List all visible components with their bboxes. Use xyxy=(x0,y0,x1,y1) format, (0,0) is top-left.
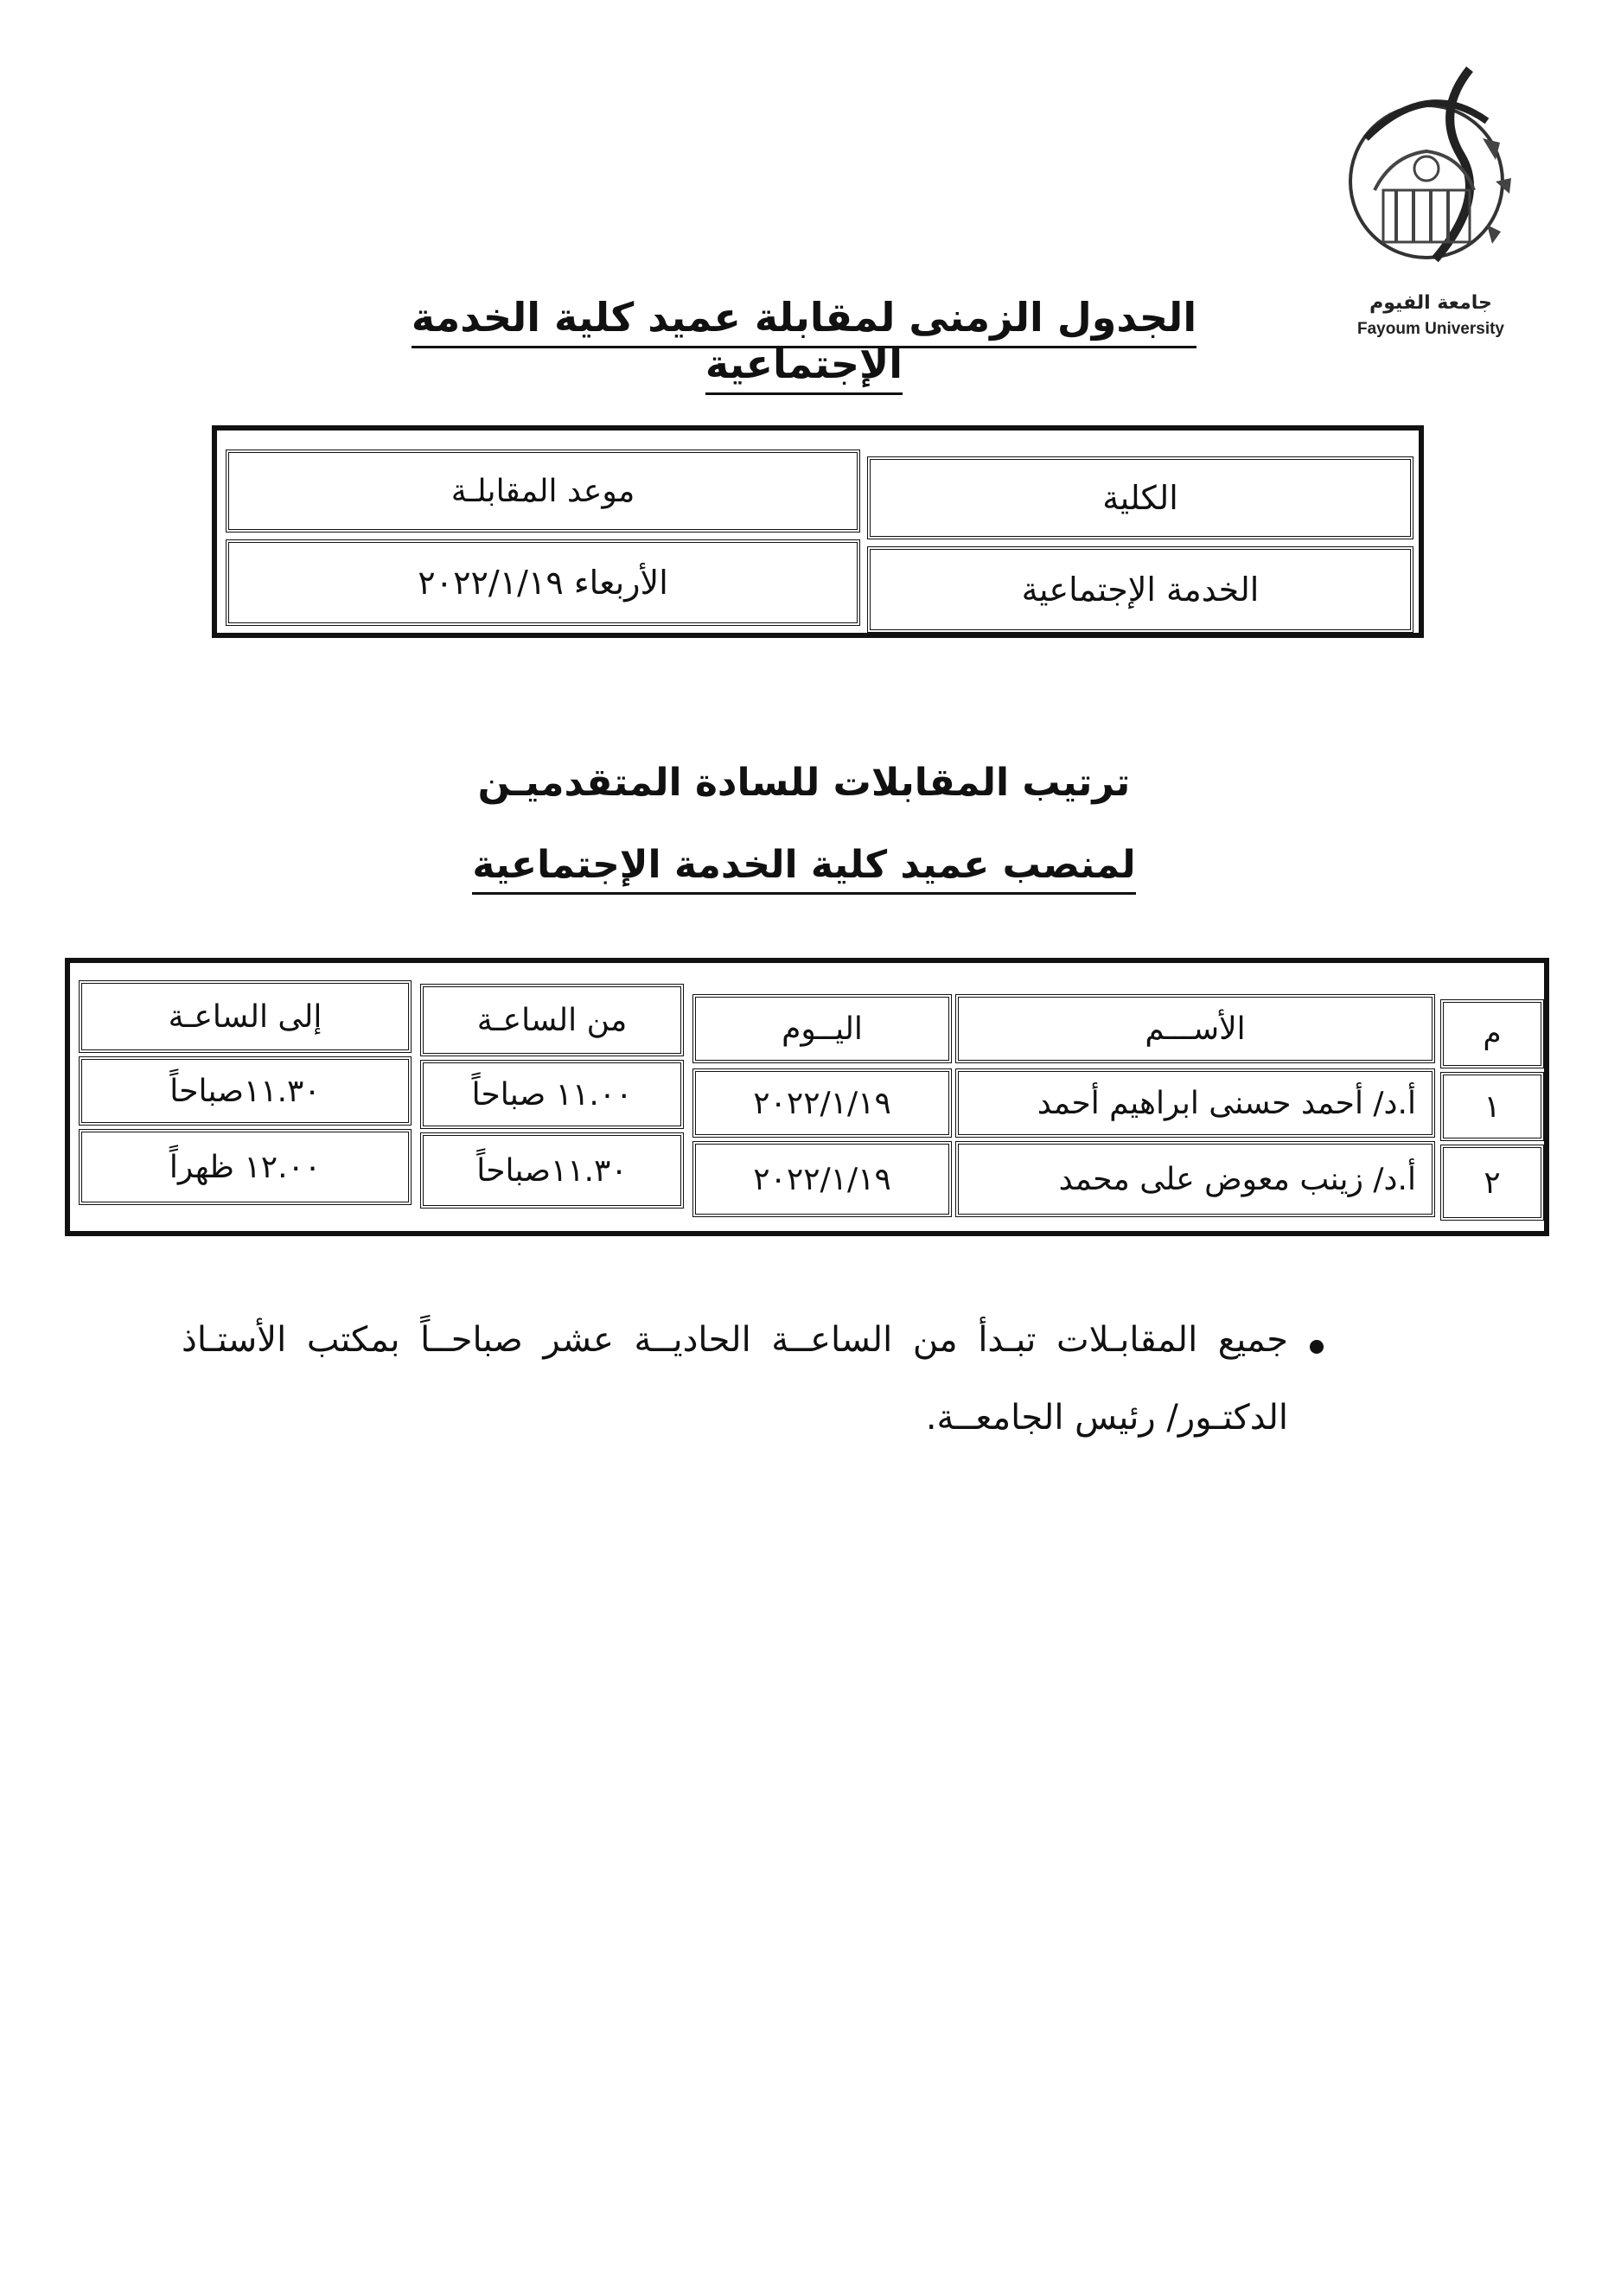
header-interview-date: موعد المقابلـة xyxy=(226,450,860,533)
candidates-table xyxy=(65,958,1549,1236)
row-1-from: ١١.٠٠ صباحاً xyxy=(420,1060,684,1129)
header-to: إلى الساعـة xyxy=(79,980,412,1053)
row-1-day: ٢٠٢٢/١/١٩ xyxy=(692,1068,952,1138)
university-logo xyxy=(1331,61,1530,338)
fayoum-university-emblem-icon xyxy=(1331,61,1530,294)
cell-faculty: الخدمة الإجتماعية xyxy=(867,546,1413,633)
header-name: الأســـم xyxy=(955,994,1435,1063)
logo-arabic-name: جامعة الفيوم xyxy=(1369,292,1492,314)
header-from: من الساعـة xyxy=(420,984,684,1056)
row-1-name: أ.د/ أحمد حسنى ابراهيم أحمد xyxy=(955,1068,1435,1138)
row-2-num: ٢ xyxy=(1440,1145,1544,1221)
main-title-text: الجدول الزمنى لمقابلة عميد كلية الخدمة الإجتماعية xyxy=(412,294,1196,395)
subtitle-line-1 xyxy=(432,761,1176,805)
schedule-table xyxy=(212,425,1424,638)
logo-english-name: Fayoum University xyxy=(1357,320,1504,338)
main-title xyxy=(346,294,1262,387)
subtitle-line-1-text: ترتيب المقابلات للسادة المتقدميـن xyxy=(477,761,1131,805)
subtitle-line-2-text: لمنصب عميد كلية الخدمة الإجتماعية xyxy=(472,843,1135,895)
row-2-to: ١٢.٠٠ ظهراً xyxy=(79,1129,412,1205)
note-paragraph: جميع المقابـلات تبـدأ من الساعــة الحاديــة عشر صباحــاً بمكتب الأستـاذ الدكتـور/ رئيس الجامعــة. xyxy=(182,1320,1288,1438)
header-day: اليــوم xyxy=(692,994,952,1063)
header-faculty: الكلية xyxy=(867,456,1413,539)
header-num: م xyxy=(1440,999,1544,1068)
row-2-name: أ.د/ زينب معوض على محمد xyxy=(955,1141,1435,1217)
row-2-day: ٢٠٢٢/١/١٩ xyxy=(692,1141,952,1217)
subtitle-line-2 xyxy=(432,843,1176,887)
row-1-to: ١١.٣٠صباحاً xyxy=(79,1056,412,1126)
row-1-num: ١ xyxy=(1440,1072,1544,1141)
bullet-dot-icon xyxy=(1310,1340,1324,1354)
row-2-from: ١١.٣٠صباحاً xyxy=(420,1132,684,1209)
cell-interview-date: الأربعاء ٢٠٢٢/١/١٩ xyxy=(226,539,860,626)
